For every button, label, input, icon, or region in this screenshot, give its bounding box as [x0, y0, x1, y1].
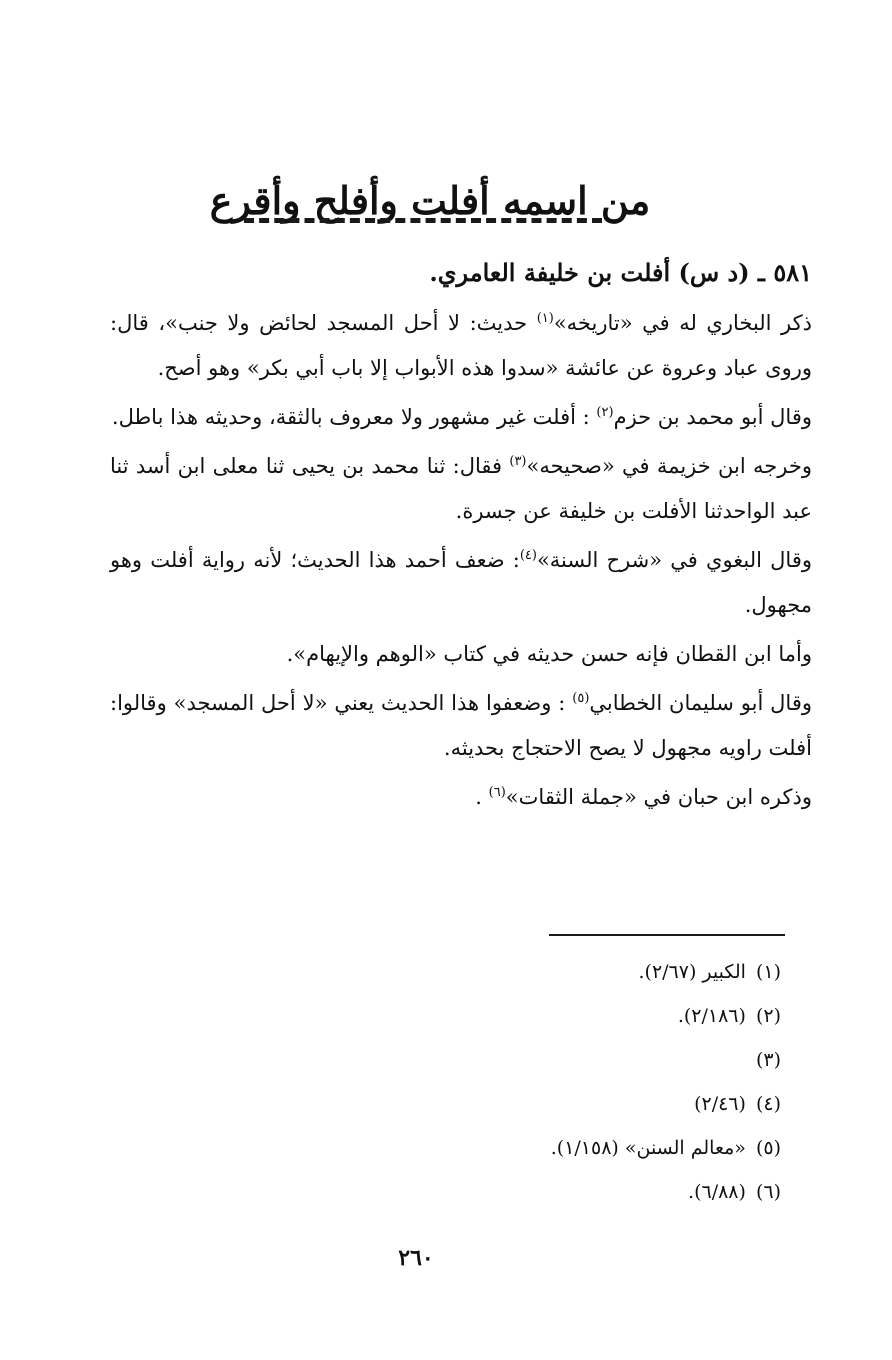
page-number: ٢٦٠ — [398, 1245, 434, 1271]
footnote-item — [281, 1170, 781, 1214]
footnote-item — [281, 950, 781, 994]
footnotes-list — [281, 950, 781, 1214]
footnote-text: (٢/١٨٦). — [677, 1005, 746, 1027]
footnote-number: (٢) — [755, 1005, 781, 1027]
footnote-item — [281, 1082, 781, 1126]
paragraph-text: : ضعف أحمد هذا الحديث؛ لأنه رواية أفلت وهو مجهول. — [110, 548, 812, 617]
footnote-number: (٦) — [755, 1181, 781, 1203]
paragraph-ibn-khuzayma — [110, 444, 812, 534]
paragraph-text: . — [475, 785, 489, 809]
footnote-ref: (٦) — [488, 785, 506, 800]
paragraph-text: : وضعفوا هذا الحديث يعني «لا أحل المسجد» وقالوا: أفلت راويه مجهول لا يصح الاحتجاج بحديثه. — [110, 691, 812, 760]
footnote-number: (٣) — [755, 1049, 781, 1071]
footnote-text: (٦/٨٨). — [688, 1181, 746, 1203]
paragraph-text: : أفلت غير مشهور ولا معروف بالثقة، وحديثه هذا باطل. — [111, 405, 597, 429]
footnote-ref: (٥) — [572, 691, 590, 706]
footnote-number: (١) — [755, 961, 781, 983]
paragraph-ibn-al-qattan — [110, 632, 812, 677]
paragraph-text: وقال البغوي في «شرح السنة» — [536, 548, 812, 572]
paragraph-text: ذكر البخاري له في «تاريخه» — [553, 311, 812, 335]
footnote-number: (٥) — [755, 1137, 781, 1159]
footnote-text: الكبير (٢/٦٧). — [638, 961, 746, 983]
paragraph-baghawi — [110, 538, 812, 628]
footnote-item — [281, 994, 781, 1038]
footnote-item — [281, 1038, 781, 1082]
main-text — [110, 250, 812, 824]
entry-separator: ـ — [749, 258, 774, 287]
footnote-text: (٢/٤٦) — [694, 1093, 746, 1115]
paragraph-text: حديث: لا أحل المسجد لحائض ولا جنب»، قال: وروى عباد وعروة عن عائشة «سدوا هذه الأبواب إلا باب أبي بكر» وهو أصح. — [110, 311, 812, 380]
footnote-text: «معالم السنن» (١/١٥٨). — [550, 1137, 746, 1159]
paragraph-text: وخرجه ابن خزيمة في «صحيحه» — [526, 454, 812, 478]
footnote-ref: (٢) — [596, 405, 614, 420]
chapter-title: من اسمه أفلت وأفلح وأقرع — [209, 178, 651, 224]
footnote-ref: (٣) — [509, 454, 527, 469]
paragraph-ibn-hibban — [110, 775, 812, 820]
paragraph-text: وذكره ابن حبان في «جملة الثقات» — [505, 785, 812, 809]
footnote-ref: (٤) — [519, 548, 537, 563]
footnote-ref: (١) — [536, 311, 554, 326]
paragraph-text: فقال: ثنا محمد بن يحيى ثنا معلى ابن أسد ثنا عبد الواحدثنا الأفلت بن خليفة عن جسرة. — [110, 454, 812, 523]
entry-title: (د س) أفلت بن خليفة العامري. — [429, 258, 750, 287]
entry-number: ٥٨١ — [773, 258, 812, 287]
paragraph-text: وأما ابن القطان فإنه حسن حديثه في كتاب «الوهم والإيهام». — [286, 642, 812, 666]
paragraph-text: وقال أبو محمد بن حزم — [613, 405, 812, 429]
entry-heading — [110, 250, 812, 295]
paragraph-khattabi — [110, 681, 812, 771]
footnote-number: (٤) — [755, 1093, 781, 1115]
paragraph-ibn-hazm — [110, 395, 812, 440]
paragraph-text: وقال أبو سليمان الخطابي — [589, 691, 813, 715]
footnote-item — [281, 1126, 781, 1170]
paragraph-bukhari — [110, 301, 812, 391]
footnote-separator — [549, 934, 785, 936]
title-underline — [244, 218, 602, 223]
